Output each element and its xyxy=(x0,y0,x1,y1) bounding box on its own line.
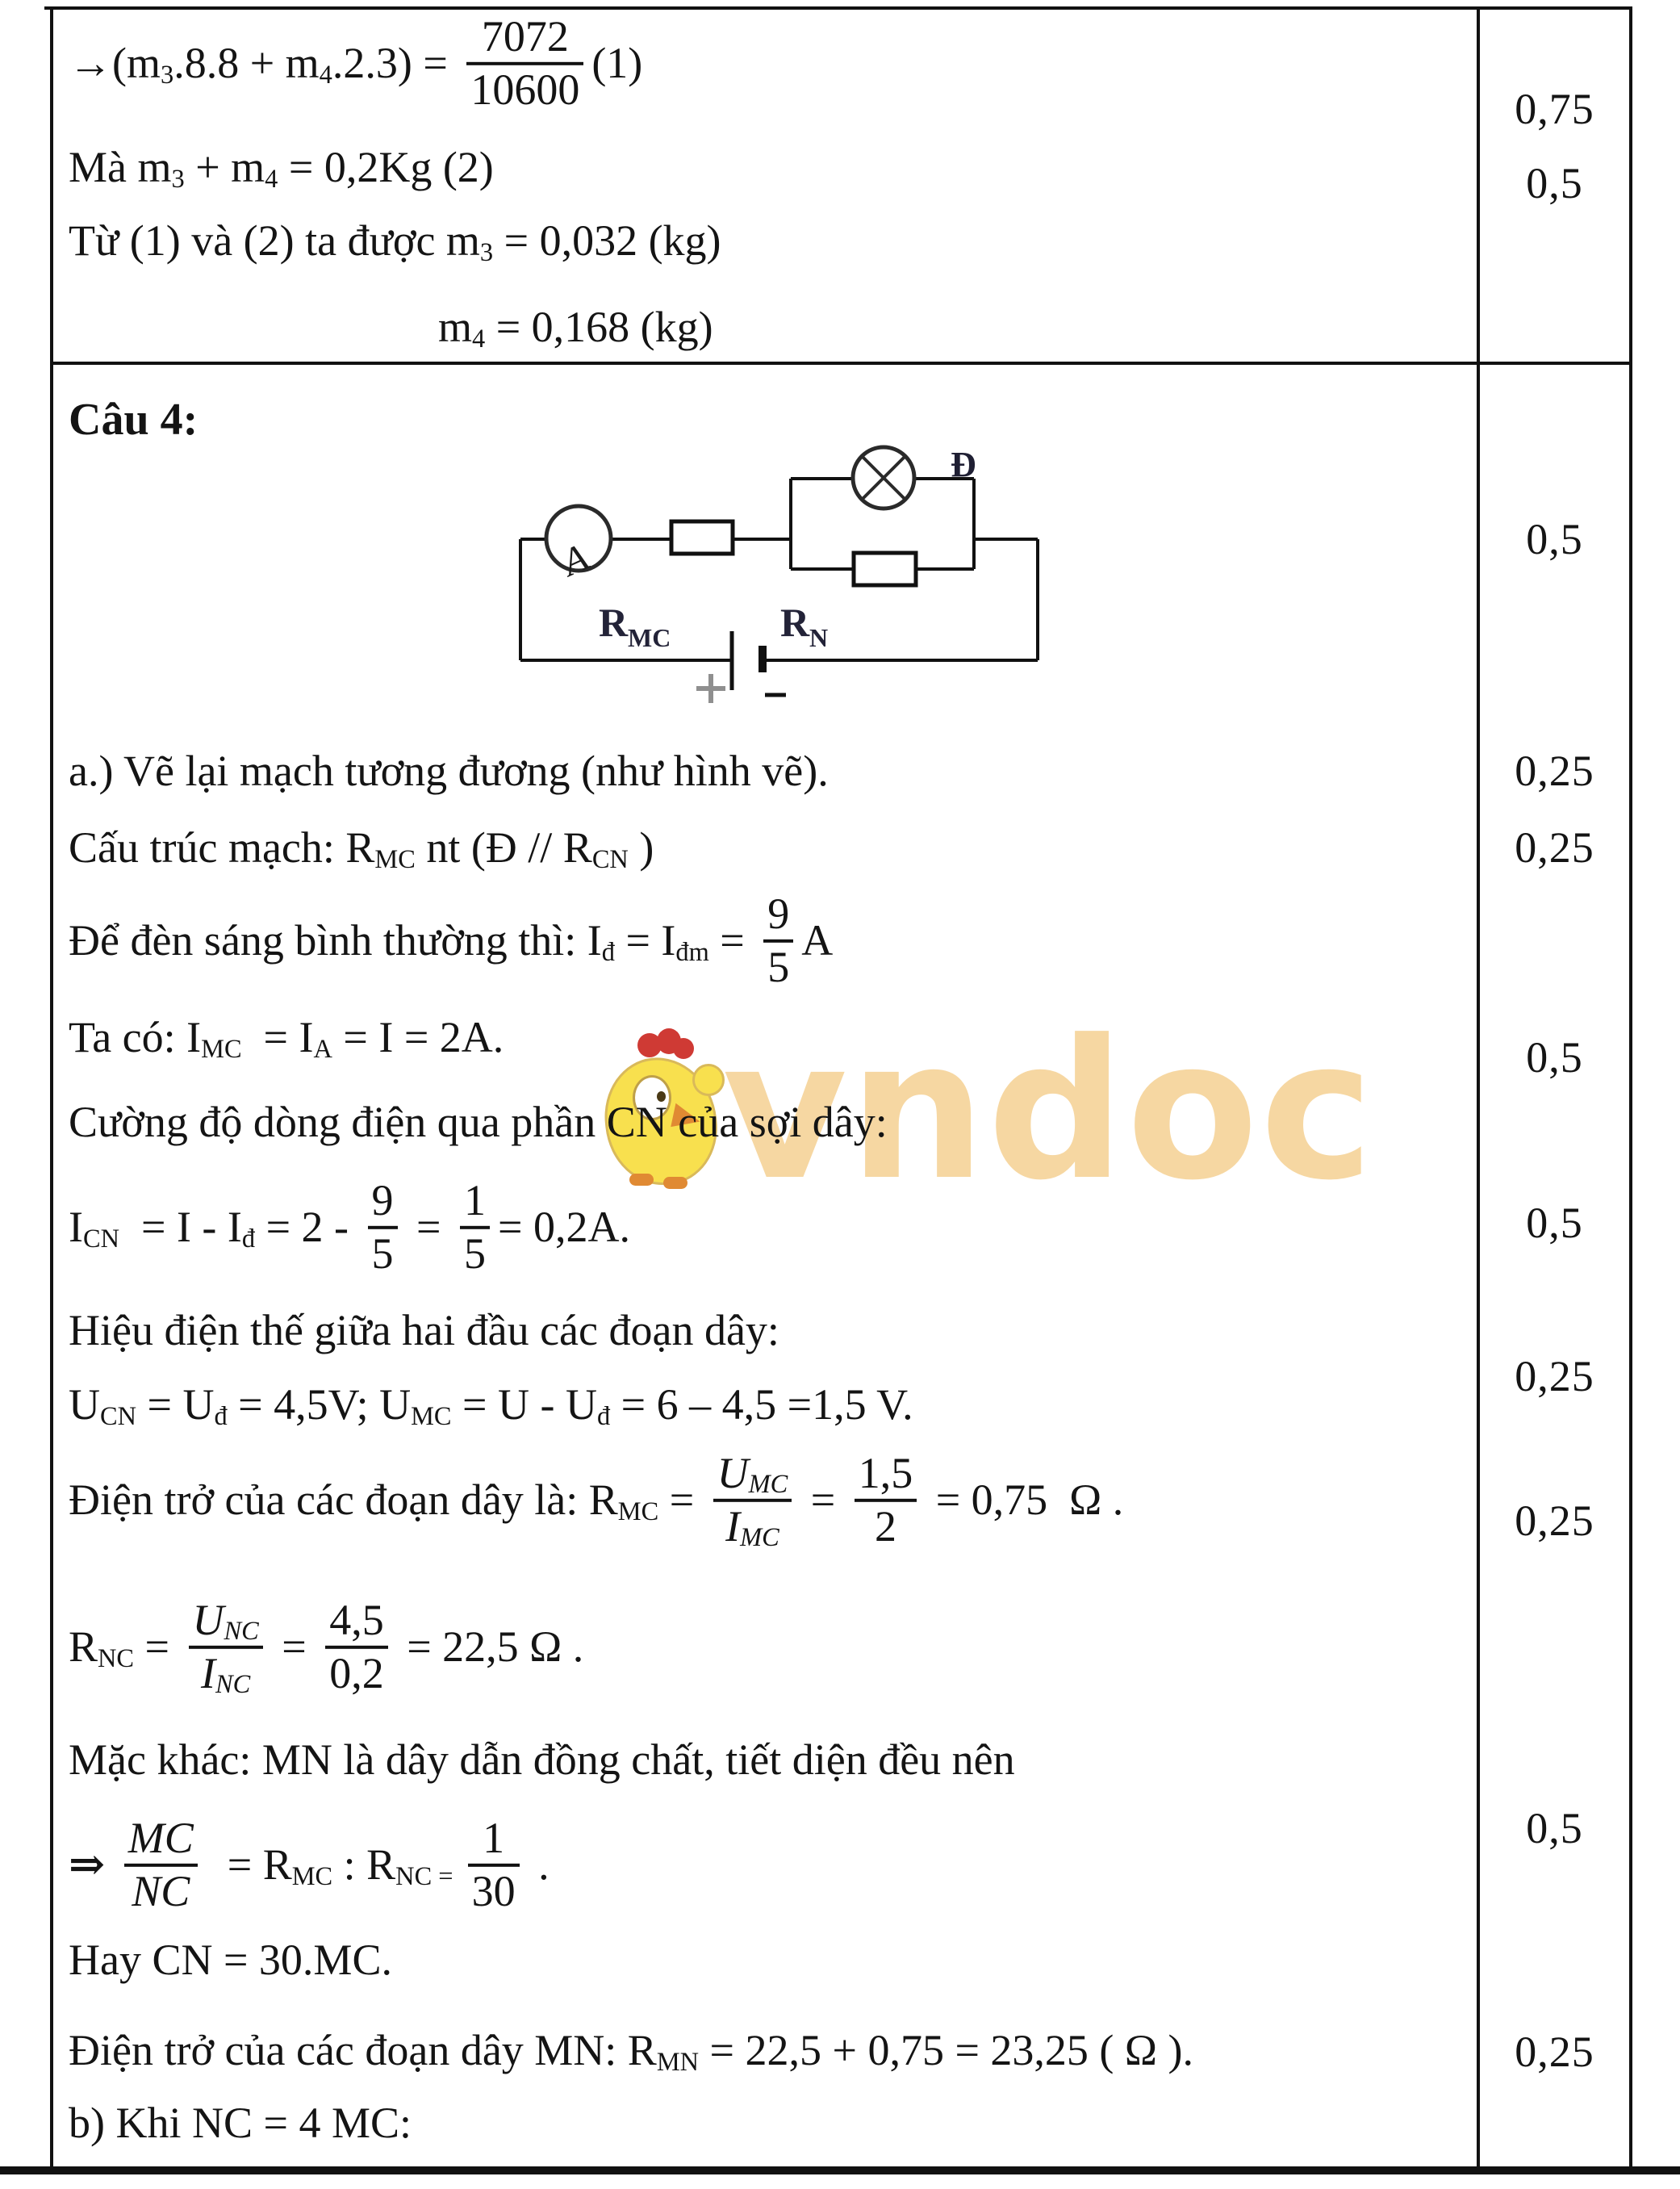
text-segment: 9 xyxy=(767,889,790,938)
subscript: CN xyxy=(82,1224,119,1254)
subscript: MC xyxy=(748,1469,788,1499)
text-segment: R xyxy=(69,1622,98,1671)
text-segment: = 6 – 4,5 =1,5 V. xyxy=(610,1379,913,1429)
text-segment: NC xyxy=(132,1866,190,1915)
heading-cau4 xyxy=(69,394,198,446)
text-segment: Ta có: I xyxy=(69,1012,202,1061)
text-segment: U xyxy=(192,1595,224,1644)
text-segment: nt (Đ // R xyxy=(415,822,592,872)
line-icn xyxy=(69,1175,630,1278)
text-segment: Cường độ dòng điện qua phần CN của sợi dây: xyxy=(69,1097,888,1146)
fraction xyxy=(855,1450,917,1549)
fraction-numerator xyxy=(325,1597,388,1643)
subscript: NC xyxy=(98,1643,135,1673)
line-current-cn xyxy=(69,1097,888,1147)
text-segment: 1 xyxy=(483,1813,505,1862)
fraction-numerator xyxy=(763,891,793,937)
text-segment: m xyxy=(438,302,473,351)
fraction xyxy=(124,1815,198,1914)
text-segment: = 22,5 + 0,75 = 23,25 ( Ω ). xyxy=(699,2025,1193,2074)
text-segment: = I - I xyxy=(119,1202,242,1251)
line-lamp-normal xyxy=(69,891,833,990)
text-segment: = I = 2A. xyxy=(332,1012,504,1061)
score-value: 0,25 xyxy=(1515,747,1594,795)
subscript: đ xyxy=(596,1401,611,1431)
text-segment: .8.8 + m xyxy=(173,38,320,87)
subscript: đ xyxy=(214,1401,228,1431)
text-segment: 5 xyxy=(767,942,790,991)
subscript: NC xyxy=(215,1669,251,1699)
fraction xyxy=(763,891,793,990)
fraction-numerator xyxy=(124,1815,198,1861)
text-segment: . xyxy=(527,1840,550,1889)
fraction xyxy=(368,1175,398,1278)
text-segment: A xyxy=(801,915,834,965)
text-segment: Hay CN = 30.MC. xyxy=(69,1935,392,1984)
text-segment: = 0,2A. xyxy=(498,1202,630,1251)
subscript: CN xyxy=(100,1401,136,1431)
subscript: 4 xyxy=(265,164,278,194)
text-segment: Câu 4: xyxy=(69,394,199,445)
text-segment: 5 xyxy=(464,1228,486,1278)
score-value: 0,75 xyxy=(1515,85,1594,133)
fraction-denominator xyxy=(721,1501,784,1552)
text-segment: = xyxy=(800,1475,846,1524)
text-segment: 1,5 xyxy=(858,1448,913,1497)
text-segment: : R xyxy=(332,1840,396,1889)
subscript: 4 xyxy=(319,60,332,90)
text-segment: = xyxy=(708,915,756,965)
score-value: 0,25 xyxy=(1515,2028,1594,2076)
subscript: 3 xyxy=(479,237,494,267)
text-segment: Mặc khác: MN là dây dẫn đồng chất, tiết diện đều nên xyxy=(69,1735,1015,1784)
text-segment: = I xyxy=(614,915,676,965)
score-value: 0,25 xyxy=(1515,823,1594,872)
text-segment: = xyxy=(405,1202,452,1251)
text-segment: (m xyxy=(112,38,161,87)
subscript: 4 xyxy=(472,324,486,354)
score-value: 0,5 xyxy=(1526,1199,1583,1247)
text-segment: = U - U xyxy=(451,1379,597,1429)
text-segment: = 0,032 (kg) xyxy=(493,216,721,265)
eq-solve-m3 xyxy=(69,216,721,266)
subscript: NC xyxy=(395,1861,433,1891)
fraction-numerator xyxy=(368,1175,398,1224)
text-segment: 10600 xyxy=(470,65,580,114)
fraction-numerator xyxy=(478,11,573,61)
score-value: 0,5 xyxy=(1526,1804,1583,1852)
fraction xyxy=(189,1595,263,1699)
text-segment: = 22,5 Ω . xyxy=(395,1622,584,1671)
text-segment: b) Khi NC = 4 MC: xyxy=(69,2098,412,2147)
fraction-denominator xyxy=(871,1501,901,1551)
fraction xyxy=(468,1815,520,1914)
text-segment: = xyxy=(270,1622,318,1671)
fraction-bar xyxy=(189,1646,263,1649)
text-segment: = 2 - xyxy=(255,1202,360,1251)
subscript: MC xyxy=(740,1522,779,1552)
fraction-numerator xyxy=(713,1448,792,1499)
label-rn-sub: N xyxy=(809,623,829,652)
fraction-denominator xyxy=(325,1648,388,1697)
text-segment: U xyxy=(69,1379,100,1429)
line-wire-note xyxy=(69,1735,1015,1785)
fraction xyxy=(713,1448,792,1552)
fraction-denominator xyxy=(763,944,793,990)
eq-mass-sum xyxy=(69,142,494,192)
fraction-numerator xyxy=(479,1815,508,1861)
fraction-denominator xyxy=(460,1228,490,1278)
watermark-text: vndoc xyxy=(722,999,1376,1223)
fraction xyxy=(325,1597,388,1696)
eq-solve-m4 xyxy=(438,302,713,352)
subscript: MN xyxy=(656,2047,700,2077)
line-rmn xyxy=(69,2025,1193,2075)
subscript: = xyxy=(432,1861,460,1891)
subscript: đ xyxy=(241,1224,256,1254)
score-column xyxy=(1477,6,1632,2170)
subscript: 3 xyxy=(171,164,185,194)
ammeter-label: A xyxy=(555,535,595,585)
line-part-b xyxy=(69,2098,412,2148)
fraction-denominator xyxy=(127,1866,194,1915)
text-segment: + m xyxy=(184,142,265,191)
label-rmc: R xyxy=(599,600,629,645)
text-segment: 30 xyxy=(471,1866,516,1915)
text-segment: = 0,168 (kg) xyxy=(485,302,713,351)
text-segment: Hiệu điện thế giữa hai đầu các đoạn dây: xyxy=(69,1305,779,1354)
fraction-denominator xyxy=(468,1866,520,1915)
text-segment: 5 xyxy=(371,1228,394,1278)
text-segment: a.) Vẽ lại mạch tương đương (như hình vẽ). xyxy=(69,746,829,795)
text-segment: = xyxy=(658,1475,705,1524)
text-segment: ⇒ xyxy=(69,1840,116,1889)
text-segment: Điện trở của các đoạn dây là: R xyxy=(69,1475,618,1524)
line-hay xyxy=(69,1935,392,1985)
line-imc xyxy=(69,1012,504,1062)
text-segment: 0,2 xyxy=(329,1648,384,1697)
fraction-denominator xyxy=(466,67,583,113)
subscript: A xyxy=(313,1034,332,1064)
line-structure xyxy=(69,822,654,873)
text-segment: .2.3) = xyxy=(332,38,459,87)
text-segment: Từ (1) và (2) ta được m xyxy=(69,216,480,265)
fraction xyxy=(466,11,583,114)
subscript: đ xyxy=(601,937,615,967)
label-rmc-sub: MC xyxy=(628,623,671,652)
text-segment: I xyxy=(69,1202,83,1251)
subscript: NC xyxy=(224,1616,259,1646)
text-segment: 7072 xyxy=(481,11,569,61)
text-segment: → xyxy=(69,38,112,87)
score-value: 0,5 xyxy=(1526,515,1583,563)
text-segment: 1 xyxy=(464,1175,486,1224)
fraction xyxy=(460,1175,490,1278)
text-segment: 4,5 xyxy=(329,1595,384,1644)
text-segment: I xyxy=(201,1648,215,1697)
lamp-label: Đ xyxy=(951,445,976,484)
fraction-numerator xyxy=(460,1175,490,1224)
score-value: 0,25 xyxy=(1515,1496,1594,1545)
text-segment: MC xyxy=(127,1813,194,1862)
line-rmc xyxy=(69,1448,1124,1552)
text-segment: = I xyxy=(241,1012,314,1061)
label-rn: R xyxy=(780,600,810,645)
text-segment: = 0,2Kg (2) xyxy=(278,142,494,191)
text-segment: I xyxy=(725,1501,741,1551)
fraction-denominator xyxy=(197,1648,254,1699)
text-segment: = 0,75 Ω . xyxy=(925,1475,1124,1524)
fraction-denominator xyxy=(368,1228,398,1278)
text-segment: Cấu trúc mạch: R xyxy=(69,822,375,872)
line-ucn xyxy=(69,1379,913,1429)
subscript: MC xyxy=(201,1034,242,1064)
fraction-numerator xyxy=(855,1450,917,1496)
text-segment: ) xyxy=(628,822,654,872)
line-voltage xyxy=(69,1305,779,1355)
eq-arrow-line xyxy=(69,11,643,114)
text-segment: = R xyxy=(205,1840,292,1889)
line-ratio xyxy=(69,1815,550,1914)
text-segment: (1) xyxy=(591,38,643,87)
subscript: MC xyxy=(374,844,416,874)
subscript: MC xyxy=(617,1496,659,1526)
fraction-numerator xyxy=(189,1595,263,1646)
text-segment: 9 xyxy=(371,1175,394,1224)
text-segment: Điện trở của các đoạn dây MN: R xyxy=(69,2025,657,2074)
line-rnc xyxy=(69,1595,584,1699)
text-segment: 2 xyxy=(874,1501,896,1551)
score-value: 0,5 xyxy=(1526,1033,1583,1082)
score-value: 0,5 xyxy=(1526,159,1583,207)
subscript: 3 xyxy=(161,60,174,90)
subscript: MC xyxy=(291,1861,333,1891)
text-segment: = 4,5V; U xyxy=(227,1379,412,1429)
score-value: 0,25 xyxy=(1515,1352,1594,1400)
text-segment: = xyxy=(134,1622,181,1671)
text-segment: U xyxy=(717,1448,749,1497)
text-segment: Mà m xyxy=(69,142,172,191)
text-segment: Để đèn sáng bình thường thì: I xyxy=(69,915,602,965)
subscript: MC xyxy=(411,1401,452,1431)
text-segment: = U xyxy=(136,1379,215,1429)
subscript: CN xyxy=(591,844,629,874)
subscript: đm xyxy=(675,937,709,967)
line-redraw xyxy=(69,746,829,796)
